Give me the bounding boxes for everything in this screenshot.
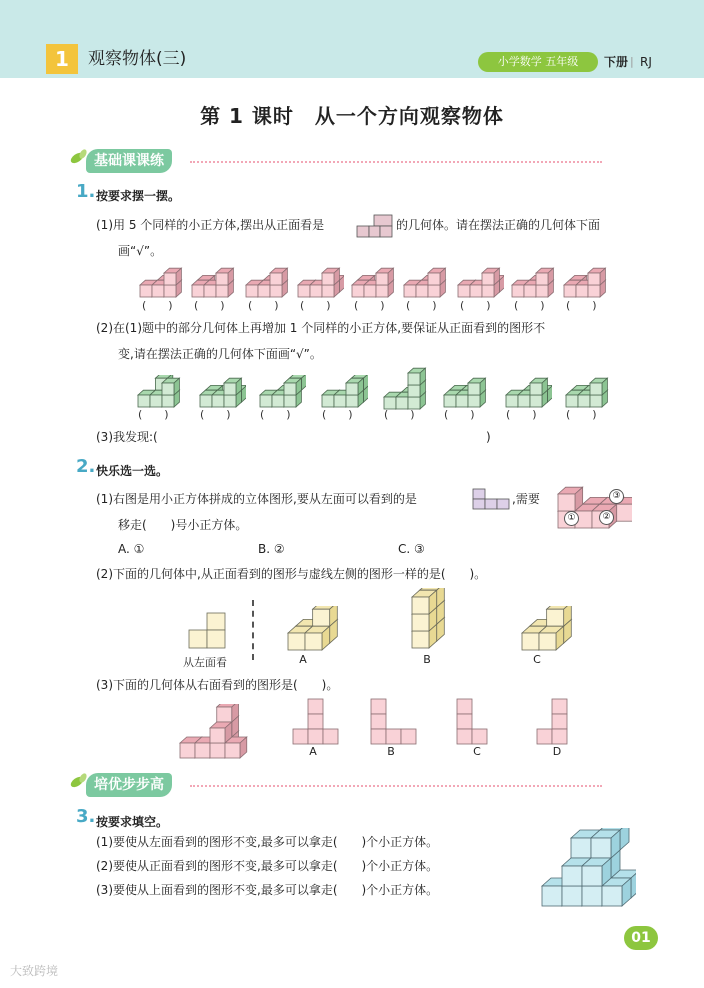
question-text: (3)我发现:( <box>96 430 158 444</box>
choice-option: C. ③ <box>398 542 425 556</box>
cube <box>428 268 445 285</box>
answer-blank[interactable]: ( ) <box>354 299 385 312</box>
publisher-label: RJ <box>640 55 652 69</box>
cube-figure <box>504 375 552 411</box>
question-title: 按要求摆一摆。 <box>96 189 181 203</box>
answer-blank[interactable]: ( ) <box>138 408 169 421</box>
page-number: 01 <box>624 926 658 950</box>
cube <box>582 858 611 886</box>
answer-blank[interactable]: ( ) <box>300 299 331 312</box>
lesson-title: 第 1 课时 从一个方向观察物体 <box>200 104 504 128</box>
front-view-shape <box>356 214 394 238</box>
cube-figure <box>190 263 238 301</box>
answer-blank[interactable]: ( ) <box>444 408 475 421</box>
cube-figure <box>562 263 610 301</box>
question-text: (2)在(1)题中的部分几何体上再增加 1 个同样的小正方体,要保证从正面看到的图形不 <box>96 321 546 335</box>
cube <box>305 626 330 650</box>
unit-title: 观察物体(三) <box>88 49 187 69</box>
answer-blank[interactable]: ( ) <box>248 299 279 312</box>
choice-option: A. ① <box>118 542 145 556</box>
question-text: (2)要使从正面看到的图形不变,最多可以拿走( )个小正方体。 <box>96 859 439 873</box>
cube <box>530 378 547 395</box>
question-number: 1. <box>76 181 96 202</box>
option-label: C <box>473 745 481 758</box>
dashed-separator <box>252 600 254 660</box>
question-text: (3)要使从上面看到的图形不变,最多可以拿走( )个小正方体。 <box>96 883 439 897</box>
cube <box>482 268 499 285</box>
answer-blank[interactable]: ( ) <box>506 408 537 421</box>
cube-figure <box>320 375 368 411</box>
dotted-divider <box>190 785 602 787</box>
question-text: 移走( )号小正方体。 <box>118 518 248 532</box>
subject-grade-badge: 小学数学 五年级 <box>478 52 598 72</box>
cube <box>224 378 241 395</box>
volume-label: 下册 <box>604 55 629 69</box>
question-text: 的几何体。请在摆法正确的几何体下面 <box>396 218 601 232</box>
cube-figure <box>350 263 398 301</box>
question-text: 画“√”。 <box>118 244 163 258</box>
option-label: D <box>552 745 562 758</box>
option-label: C <box>533 653 541 666</box>
cube-figure <box>258 375 306 411</box>
answer-blank[interactable]: ( ) <box>142 299 173 312</box>
answer-blank[interactable]: ( ) <box>384 408 415 421</box>
cube-figure <box>442 375 490 411</box>
cube-figure <box>138 263 186 301</box>
question-text: (1)用 5 个同样的小正方体,摆出从正面看是 <box>96 218 325 232</box>
answer-blank[interactable]: ( ) <box>514 299 545 312</box>
answer-blank[interactable]: ( ) <box>460 299 491 312</box>
question-text: ,需要 <box>512 492 540 506</box>
cube-figure <box>136 375 184 411</box>
cube <box>162 378 179 395</box>
question-title: 快乐选一选。 <box>96 464 169 478</box>
cube-figure <box>178 704 250 760</box>
right-view-figure <box>370 698 422 746</box>
cube-figure <box>456 263 504 301</box>
cube-label-2: ② <box>599 510 614 525</box>
question-text: 变,请在摆法正确的几何体下面画“√”。 <box>118 347 322 361</box>
watermark: 大致跨境 <box>10 964 59 978</box>
left-view-figure <box>188 612 228 650</box>
section-banner-advanced: 培优步步高 <box>86 773 172 797</box>
cube-figure <box>286 606 346 654</box>
answer-blank[interactable]: ( ) <box>566 408 597 421</box>
option-label: A <box>309 745 317 758</box>
answer-blank[interactable]: ( ) <box>200 408 231 421</box>
option-label: B <box>423 653 431 666</box>
question-title: 按要求填空。 <box>96 815 169 829</box>
question-text: (1)要使从左面看到的图形不变,最多可以拿走( )个小正方体。 <box>96 835 439 849</box>
unit-number-badge: 1 <box>46 44 78 74</box>
cube-figure <box>510 263 558 301</box>
cube <box>346 378 363 395</box>
cube <box>164 268 181 285</box>
cube <box>590 378 607 395</box>
choice-option: B. ② <box>258 542 285 556</box>
header-separator: | <box>630 55 634 68</box>
left-view-label: 从左面看 <box>183 656 227 669</box>
cube <box>210 722 232 743</box>
cube <box>539 626 564 650</box>
cube <box>313 606 338 626</box>
answer-blank[interactable]: ( ) <box>260 408 291 421</box>
cube-figure <box>410 588 470 652</box>
cube-figure <box>520 606 580 654</box>
cube <box>468 378 485 395</box>
answer-blank[interactable]: ( ) <box>322 408 353 421</box>
cube-figure <box>244 263 292 301</box>
question-number: 2. <box>76 456 96 477</box>
cube <box>536 268 553 285</box>
cube <box>322 268 339 285</box>
question-text: (1)右图是用小正方体拼成的立体图形,要从左面可以看到的是 <box>96 492 417 506</box>
right-view-figure <box>456 698 508 746</box>
cube-figure <box>198 375 246 411</box>
left-view-shape <box>472 488 512 510</box>
dotted-divider <box>190 161 602 163</box>
cube-figure <box>382 365 430 413</box>
cube-figure <box>296 263 344 301</box>
question-text: ) <box>486 430 491 444</box>
answer-blank[interactable]: ( ) <box>406 299 437 312</box>
right-view-figure <box>536 698 588 746</box>
cube <box>558 487 583 511</box>
question-text: (2)下面的几何体中,从正面看到的图形与虚线左侧的图形一样的是( )。 <box>96 567 487 581</box>
cube <box>547 606 572 626</box>
answer-blank[interactable]: ( ) <box>566 299 597 312</box>
cube <box>408 368 425 385</box>
section-banner-basic: 基础课课练 <box>86 149 172 173</box>
answer-blank[interactable]: ( ) <box>194 299 225 312</box>
cube-label-1: ① <box>564 511 579 526</box>
question-text: (3)下面的几何体从右面看到的图形是( )。 <box>96 678 339 692</box>
cube-label-3: ③ <box>609 489 624 504</box>
cube-figure <box>540 828 636 908</box>
option-label: A <box>299 653 307 666</box>
question-number: 3. <box>76 806 96 827</box>
cube-figure <box>402 263 450 301</box>
cube <box>588 268 605 285</box>
cube <box>270 268 287 285</box>
right-view-figure <box>292 698 344 746</box>
cube <box>376 268 393 285</box>
cube-figure <box>564 375 612 411</box>
option-label: B <box>387 745 395 758</box>
cube <box>216 268 233 285</box>
cube <box>217 704 239 722</box>
cube <box>591 830 620 858</box>
cube <box>412 590 437 614</box>
cube <box>284 378 301 395</box>
